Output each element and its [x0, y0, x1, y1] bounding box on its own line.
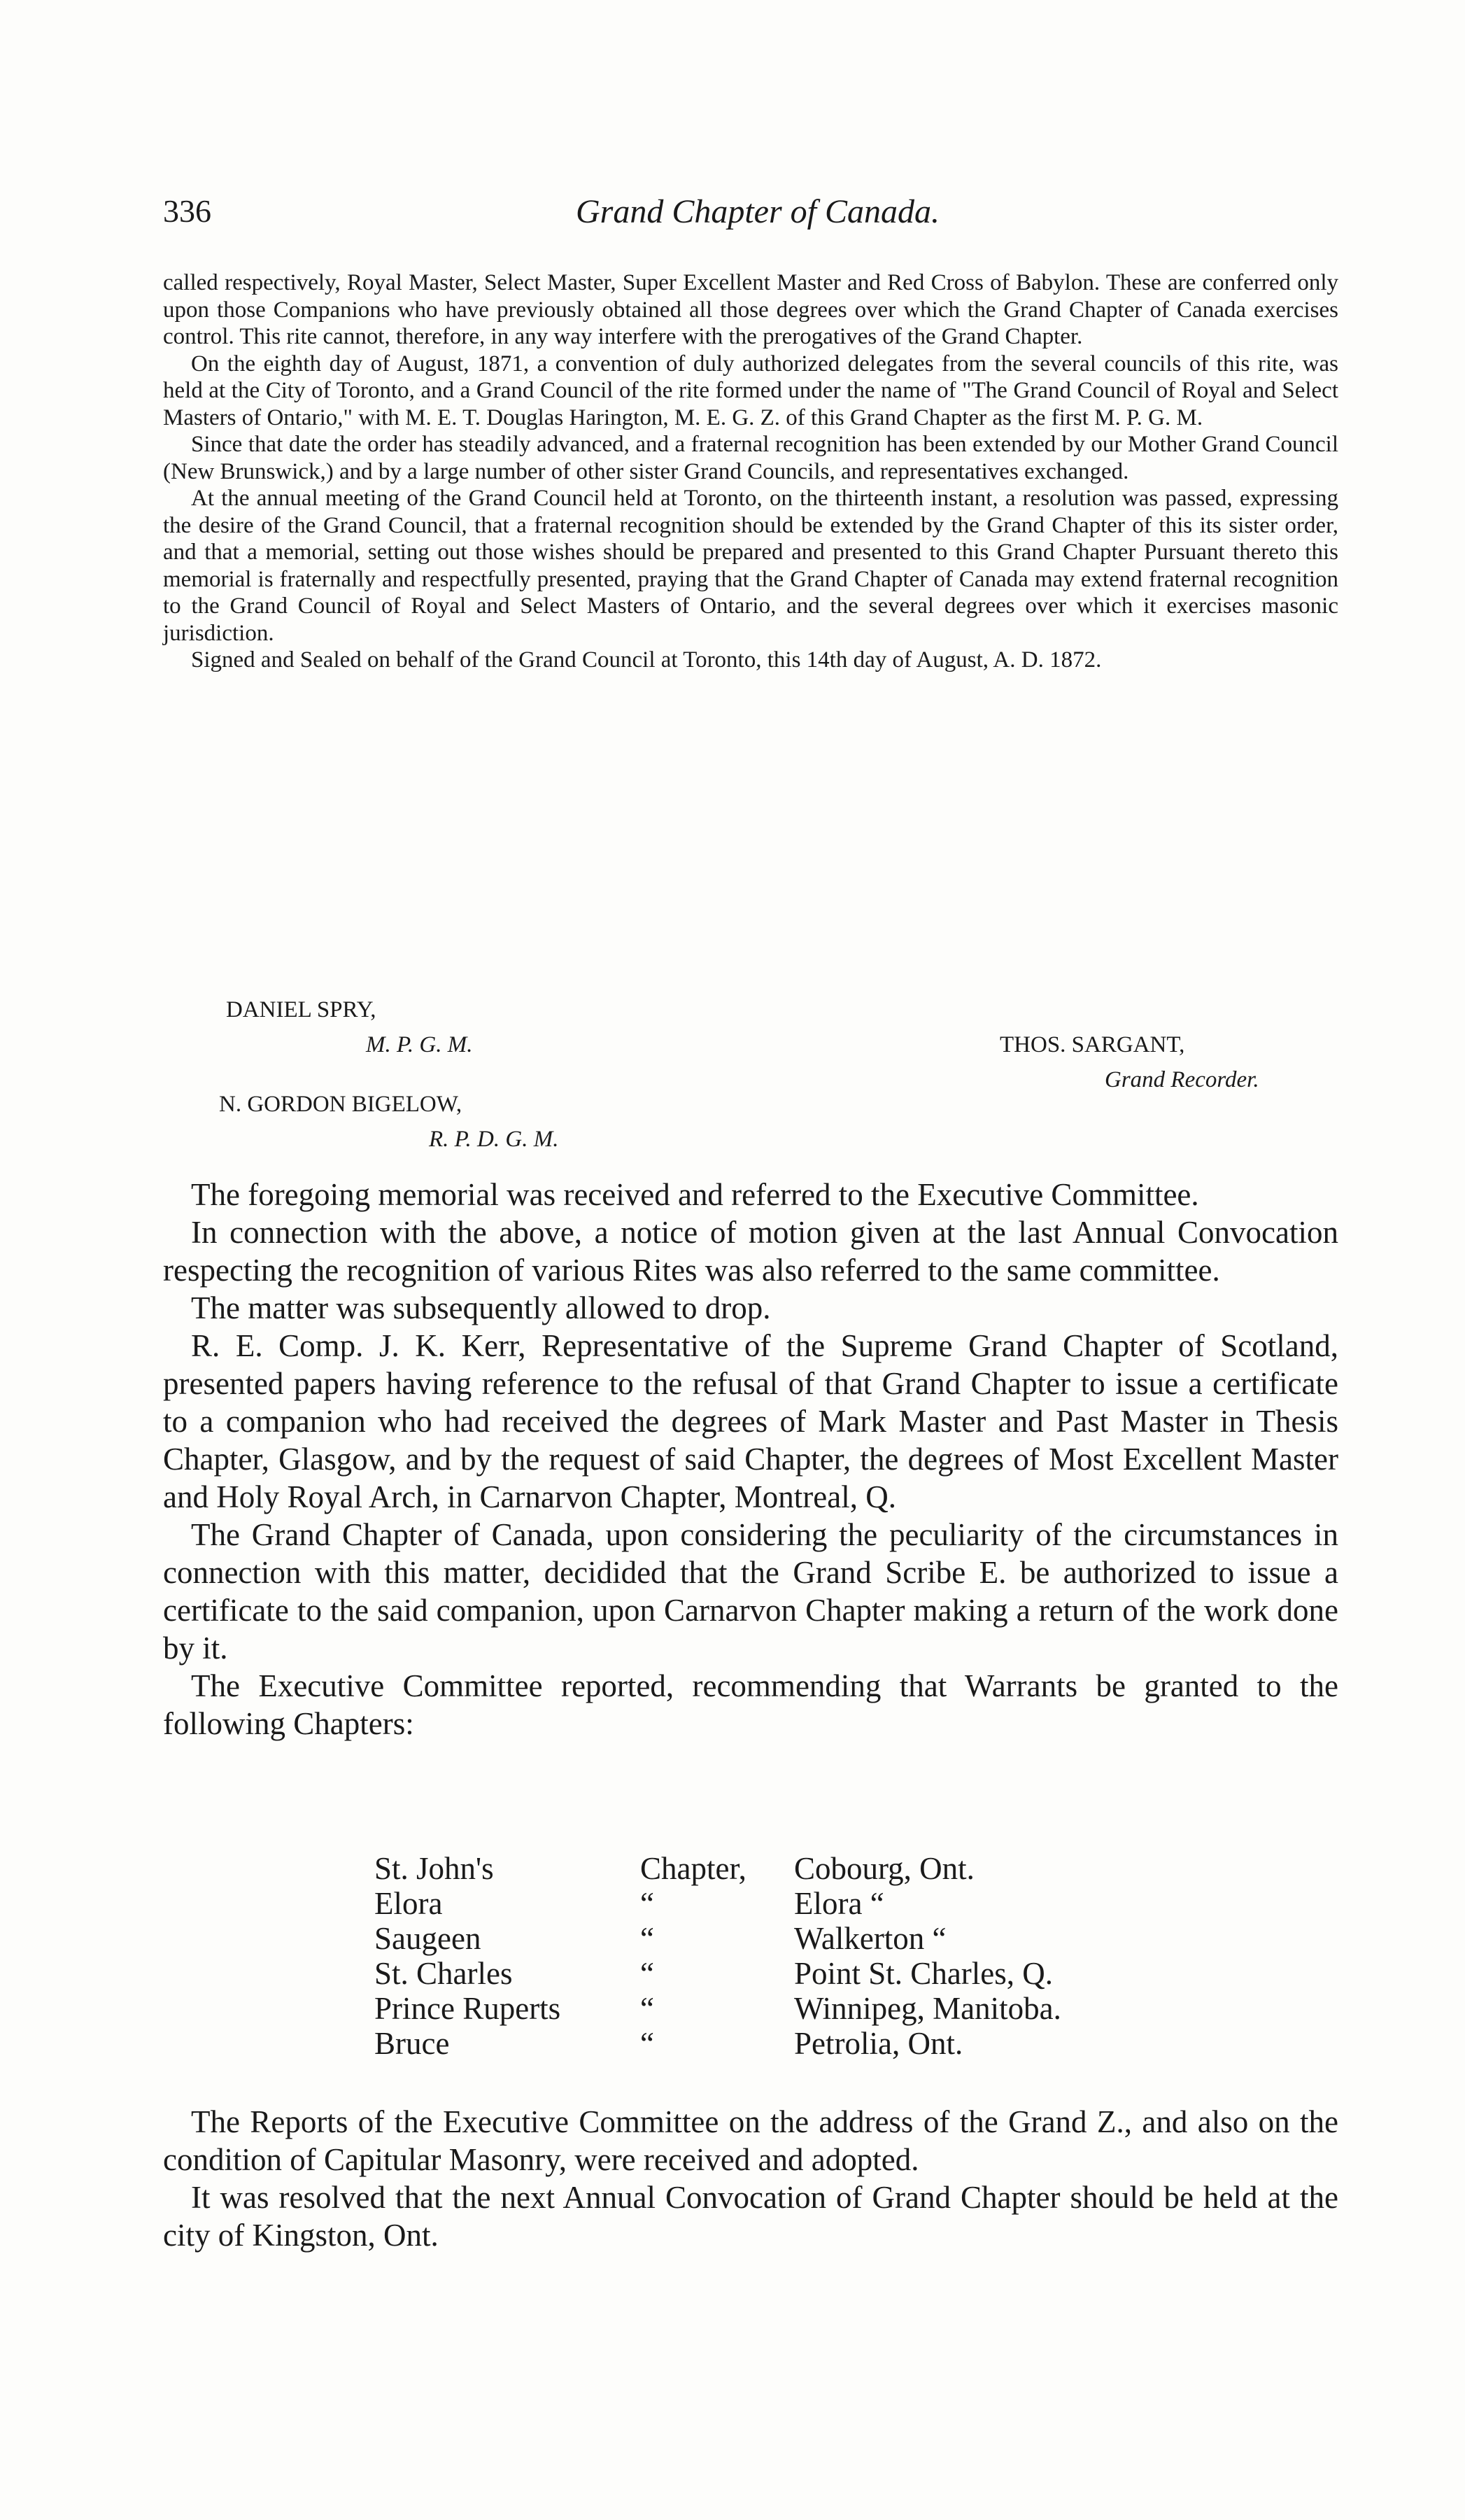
- page-number: 336: [163, 193, 211, 229]
- chapter-mark: Chapter,: [640, 1851, 746, 1886]
- chapter-name: St. Charles: [374, 1956, 513, 1991]
- signature-block: [163, 997, 1338, 1165]
- memorial-paragraph: On the eighth day of August, 1871, a convention of duly authorized delegates from the several councils of this rite, was held at the City of Toronto, and a Grand Council of the rite formed under the name of "The Grand Council of Royal and Select Masters of Ontario," with M. E. T. Douglas Harington, M. E. G. Z. of this Grand Chapter as the first M. P. G. M.: [163, 351, 1338, 430]
- chapter-name: Elora: [374, 1886, 443, 1921]
- chapter-place: Walkerton “: [794, 1921, 947, 1956]
- page-title: Grand Chapter of Canada.: [575, 193, 940, 230]
- signatory-name: DANIEL SPRY,: [226, 997, 376, 1022]
- chapter-place: Winnipeg, Manitoba.: [794, 1991, 1061, 2026]
- chapter-place: Elora “: [794, 1886, 884, 1921]
- chapters-list: [374, 1851, 1214, 2061]
- memorial-text: [163, 269, 1338, 674]
- chapter-row: [374, 2026, 1214, 2061]
- running-head: [163, 192, 1352, 241]
- proceedings-paragraph: The foregoing memorial was received and referred to the Executive Committee.: [191, 1177, 1199, 1212]
- proceedings-paragraph: The matter was subsequently allowed to drop.: [191, 1290, 771, 1325]
- chapter-row: [374, 1956, 1214, 1991]
- chapter-place: Cobourg, Ont.: [794, 1851, 975, 1886]
- proceedings-paragraph: R. E. Comp. J. K. Kerr, Representative of the Supreme Grand Chapter of Scotland, presented papers having reference to the refusal of that Grand Chapter to issue a certificate to a companion who had received the degrees of Mark Master and Past Master in Thesis Chapter, Glasgow, and by the request of said Chapter, the degrees of Most Excellent Master and Holy Royal Arch, in Carnarvon Chapter, Montreal, Q.: [163, 1328, 1338, 1514]
- chapter-mark: “: [640, 1886, 654, 1921]
- memorial-paragraph: called respectively, Royal Master, Select Master, Super Excellent Master and Red Cross of Babylon. These are conferred only upon those Companions who have previously obtained all those degrees over which the Grand Chapter of Canada exercises control. This rite cannot, therefore, in any way interfere with the prerogatives of the Grand Chapter.: [163, 270, 1338, 349]
- signatory-name: N. GORDON BIGELOW,: [219, 1092, 462, 1117]
- signatory-title: R. P. D. G. M.: [429, 1127, 559, 1152]
- chapter-name: Saugeen: [374, 1921, 481, 1956]
- chapter-place: Point St. Charles, Q.: [794, 1956, 1054, 1991]
- chapter-row: [374, 1921, 1214, 1956]
- chapter-row: [374, 1991, 1214, 2026]
- signatory-title: M. P. G. M.: [366, 1032, 473, 1057]
- chapter-place: Petrolia, Ont.: [794, 2026, 963, 2061]
- chapter-row: [374, 1886, 1214, 1921]
- memorial-paragraph: Signed and Sealed on behalf of the Grand Council at Toronto, this 14th day of August, A. D. 1872.: [191, 647, 1102, 673]
- chapter-mark: “: [640, 1921, 654, 1956]
- proceedings-text: [163, 1176, 1338, 1743]
- chapter-name: St. John's: [374, 1851, 494, 1886]
- proceedings-paragraph: The Executive Committee reported, recommending that Warrants be granted to the following Chapters:: [163, 1668, 1338, 1741]
- chapter-mark: “: [640, 1991, 654, 2026]
- chapter-mark: “: [640, 1956, 654, 1991]
- memorial-paragraph: Since that date the order has steadily advanced, and a fraternal recognition has been extended by our Mother Grand Council (New Brunswick,) and by a large number of other sister Grand Councils, and representatives exchanged.: [163, 432, 1338, 484]
- closing-text: [163, 2103, 1338, 2254]
- proceedings-paragraph: The Grand Chapter of Canada, upon considering the peculiarity of the circumstances in connection with this matter, decidided that the Grand Scribe E. be authorized to issue a certificate to the said companion, upon Carnarvon Chapter making a return of the work done by it.: [163, 1517, 1338, 1666]
- closing-paragraph: It was resolved that the next Annual Convocation of Grand Chapter should be held at the city of Kingston, Ont.: [163, 2180, 1338, 2253]
- closing-paragraph: The Reports of the Executive Committee on the address of the Grand Z., and also on the condition of Capitular Masonry, were received and adopted.: [163, 2104, 1338, 2177]
- chapter-name: Prince Ruperts: [374, 1991, 561, 2026]
- memorial-paragraph: At the annual meeting of the Grand Council held at Toronto, on the thirteenth instant, a resolution was passed, expressing the desire of the Grand Council, that a fraternal recognition should be extended by the Grand Chapter of this its sister order, and that a memorial, setting out those wishes should be prepared and presented to this Grand Chapter Pursuant thereto this memorial is fraternally and respectfully presented, praying that the Grand Chapter of Canada may extend fraternal recognition to the Grand Council of Royal and Select Masters of Ontario, and the several degrees over which it exercises masonic jurisdiction.: [163, 486, 1338, 646]
- signatory-name: THOS. SARGANT,: [1000, 1032, 1185, 1057]
- chapter-name: Bruce: [374, 2026, 450, 2061]
- chapter-row: [374, 1851, 1214, 1886]
- chapter-mark: “: [640, 2026, 654, 2061]
- signatory-title: Grand Recorder.: [1105, 1067, 1259, 1092]
- proceedings-paragraph: In connection with the above, a notice of motion given at the last Annual Convocation respecting the recognition of various Rites was also referred to the same committee.: [163, 1215, 1338, 1288]
